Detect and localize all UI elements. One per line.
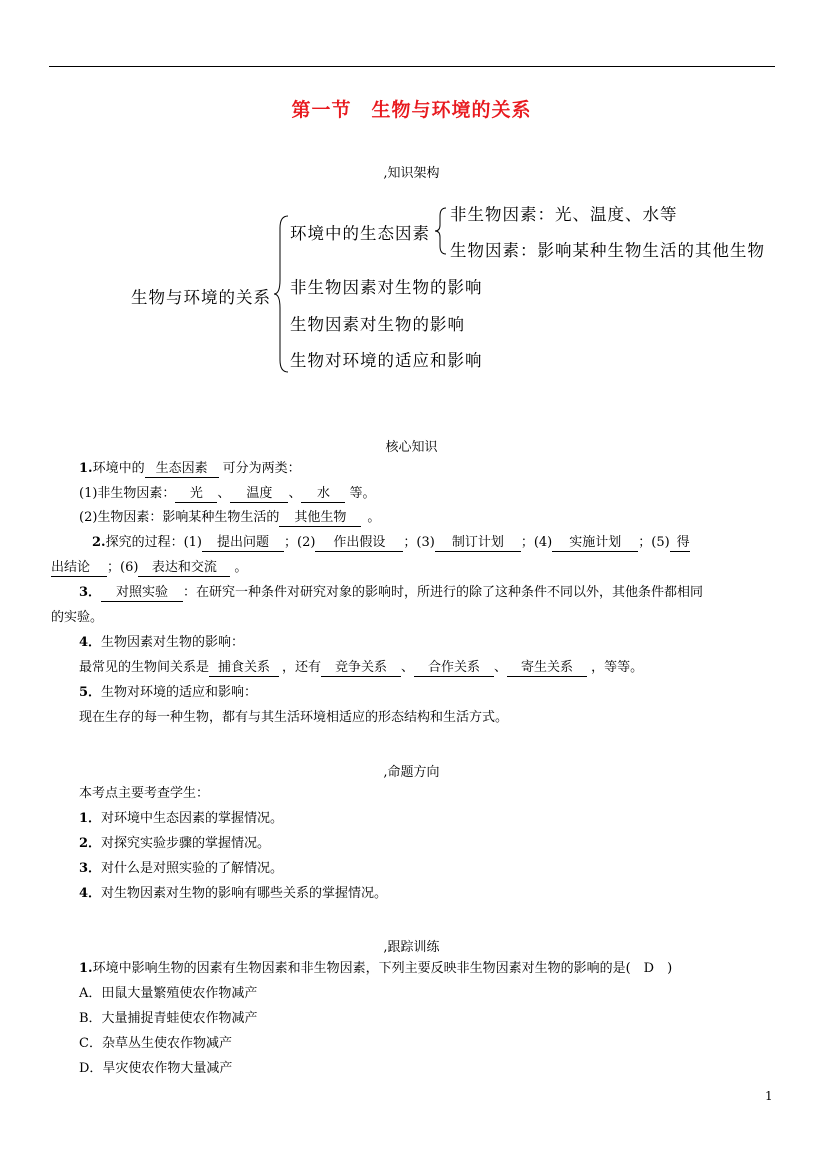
direction-item: 3．对什么是对照实验的了解情况。	[79, 861, 284, 876]
core-item-1b: (2)生物因素：影响某种生物生活的 其他生物 。	[79, 510, 381, 525]
option-a: A．田鼠大量繁殖使农作物减产	[79, 986, 258, 1001]
section-heading-training: ,跟踪训练	[383, 940, 440, 955]
option-c: C．杂草丛生使农作物减产	[79, 1036, 232, 1051]
direction-item: 2．对探究实验步骤的掌握情况。	[79, 836, 271, 851]
training-question-1: 1.环境中影响生物的因素有生物因素和非生物因素，下列主要反映非生物因素对生物的影响的是( D )	[79, 961, 673, 976]
core-item-1a: (1)非生物因素： 光 、 温度 、 水 等。	[79, 486, 376, 501]
page-number: 1	[765, 1089, 773, 1103]
option-d: D．旱灾使农作物大量减产	[79, 1061, 233, 1076]
core-item-4-detail: 最常见的生物间关系是 捕食关系 ，还有 竞争关系 、 合作关系 、 寄生关系 ，等等。	[79, 660, 644, 675]
core-item-4: 4．生物因素对生物的影响：	[79, 635, 245, 650]
direction-item: 4．对生物因素对生物的影响有哪些关系的掌握情况。	[79, 886, 388, 901]
tree-sub-biotic: 生物因素：影响某种生物生活的其他生物	[450, 241, 765, 260]
section-heading-core: 核心知识	[385, 440, 438, 455]
core-item-1: 1.环境中的 生态因素 可分为两类：	[79, 461, 301, 476]
core-item-5-detail: 现在生存的每一种生物，都有与其生活环境相适应的形态结构和生活方式。	[79, 710, 509, 725]
direction-intro: 本考点主要考查学生：	[79, 786, 210, 801]
tree-brace-small	[433, 206, 449, 256]
tree-branch-adaptation: 生物对环境的适应和影响	[290, 351, 483, 370]
answer: D	[643, 961, 655, 976]
tree-root: 生物与环境的关系	[131, 288, 271, 307]
header-rule	[49, 66, 775, 67]
core-item-3: 3． 对照实验 ：在研究一种条件对研究对象的影响时，所进行的除了这种条件不同以外，其他条件都相同	[79, 585, 704, 600]
tree-sub-abiotic: 非生物因素：光、温度、水等	[450, 205, 678, 224]
core-item-2: 2.探究的过程：(1) 提出问题 ；(2) 作出假设 ；(3) 制订计划 ；(4) 实施计划 ；(5) 得	[92, 535, 690, 550]
tree-branch-abiotic-effect: 非生物因素对生物的影响	[290, 278, 483, 297]
core-item-5: 5．生物对环境的适应和影响：	[79, 685, 258, 700]
page-title: 第一节 生物与环境的关系	[291, 99, 532, 121]
blank-eco-factor: 生态因素	[145, 461, 219, 478]
section-heading-direction: ,命题方向	[383, 765, 440, 780]
tree-branch-eco-factors: 环境中的生态因素	[290, 224, 430, 243]
direction-item: 1．对环境中生态因素的掌握情况。	[79, 811, 284, 826]
core-item-3-cont: 的实验。	[51, 610, 104, 625]
tree-branch-biotic-effect: 生物因素对生物的影响	[290, 315, 465, 334]
core-item-2-cont: 出结论 ；(6) 表达和交流 。	[51, 560, 248, 575]
section-heading-structure: ,知识架构	[383, 166, 440, 181]
option-b: B．大量捕捉青蛙使农作物减产	[79, 1011, 258, 1026]
tree-brace-large	[272, 214, 292, 374]
